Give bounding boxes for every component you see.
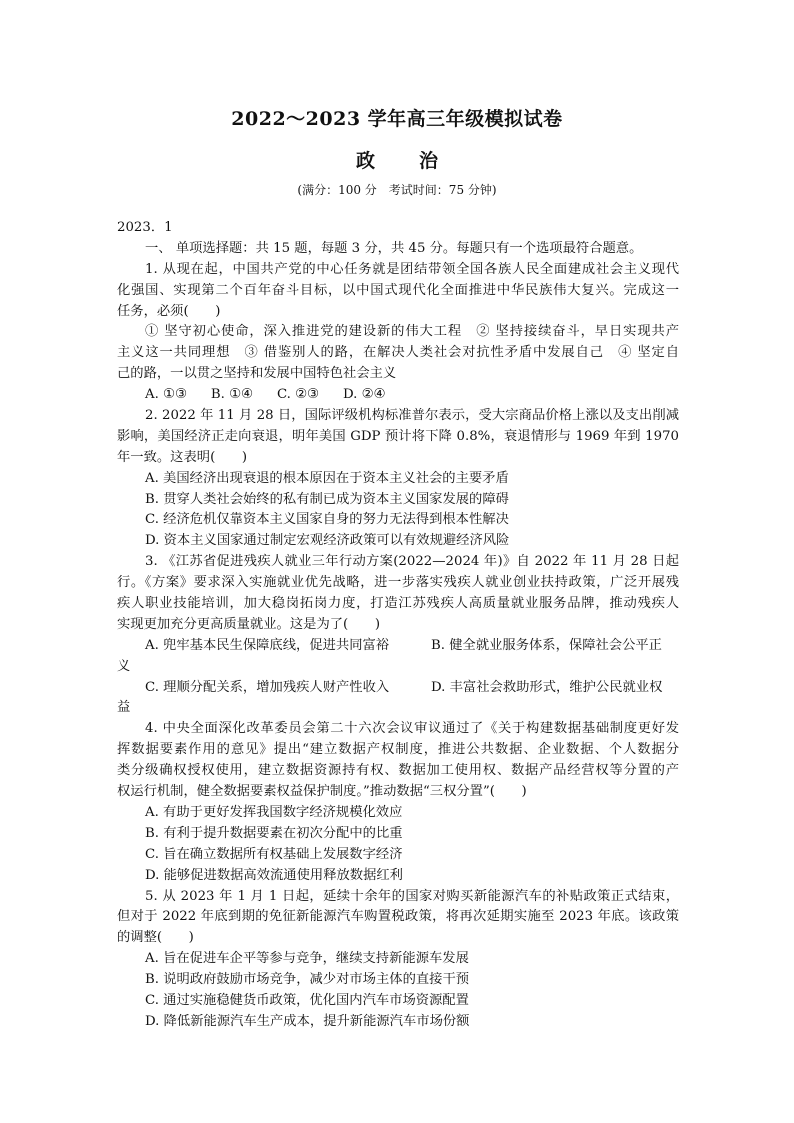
option-a: A. 兜牢基本民生保障底线，促进共同富裕 (145, 637, 390, 653)
exam-title: 2022～2023 学年高三年级模拟试卷 (231, 108, 563, 130)
option-c: C. 理顺分配关系，增加残疾人财产性收入 (145, 679, 390, 695)
option-a: A. 旨在促进车企平等参与竞争，继续支持新能源车发展 (145, 951, 469, 967)
option-b: B. 贯穿人类社会始终的私有制已成为资本主义国家发展的障碍 (145, 491, 509, 507)
question-stem-line: 影响，美国经济正走向衰退，明年美国 GDP 预计将下降 0.8%，衰退情形与 1969 年到 1970 (117, 428, 679, 444)
option-d: D. 能够促进数据高效流通使用释放数据红利 (145, 867, 403, 883)
options-row (117, 678, 679, 699)
question-stem-line: 化强国、实现第二个百年奋斗目标，以中国式现代化全面推进中华民族伟大复兴。完成这一 (117, 282, 679, 298)
option-c: C. 通过实施稳健货币政策，优化国内汽车市场资源配置 (145, 992, 469, 1008)
question-stem-line: 疾人职业技能培训，加大稳岗拓岗力度，打造江苏残疾人高质量就业服务品牌，推动残疾人 (117, 596, 679, 612)
option-d: D. 资本主义国家通过制定宏观经济政策可以有效规避经济风险 (145, 533, 510, 549)
options-row (117, 636, 679, 657)
question-stem-line: 实现更加充分更高质量就业。这是为了( ) (117, 616, 381, 632)
option-c: C. ②③ (276, 387, 319, 403)
question-stem-line: 4. 中央全面深化改革委员会第二十六次会议审议通过了《关于构建数据基础制度更好发 (145, 721, 679, 737)
option-d: D. 丰富社会救助形式，维护公民就业权 (431, 679, 663, 695)
option-a: A. ①③ (145, 387, 187, 403)
question-stem-line: 行。《方案》要求深入实施就业优先战略，进一步落实残疾人就业创业扶持政策，广泛开展残 (117, 575, 679, 591)
option-d: D. 降低新能源汽车生产成本，提升新能源汽车市场份额 (145, 1013, 470, 1029)
option-d-wrap: 益 (117, 700, 131, 716)
question-stem-line: 1. 从现在起，中国共产党的中心任务就是团结带领全国各族人民全面建成社会主义现代 (145, 261, 679, 277)
option-b: B. 说明政府鼓励市场竞争，减少对市场主体的直接干预 (145, 972, 470, 988)
section-heading: 一、 单项选择题：共 15 题，每题 3 分，共 45 分。每题只有一个选项最符合题意。 (145, 240, 643, 256)
question-item-line: 主义这一共同理想 ③ 借鉴别人的路，在解决人类社会对抗性矛盾中发展自己 ④ 坚定自 (117, 345, 679, 361)
question-stem-line: 任务，必须( ) (117, 303, 221, 319)
question-stem-line: 类分级确权授权使用，建立数据资源持有权、数据加工使用权、数据产品经营权等分置的产 (117, 763, 679, 779)
exam-note: (满分：100 分 考试时间：75 分钟) (297, 183, 497, 197)
question-item-line: ① 坚守初心使命，深入推进党的建设新的伟大工程 ② 坚持接续奋斗，早日实现共产 (145, 324, 679, 340)
question-stem-line: 权运行机制，健全数据要素权益保护制度。”推动数据“三权分置”( ) (117, 784, 527, 800)
question-item-line: 己的路，一以贯之坚持和发展中国特色社会主义 (117, 366, 397, 382)
question-4 (117, 719, 679, 886)
option-a: A. 有助于更好发挥我国数字经济规模化效应 (145, 804, 403, 820)
option-d: D. ②④ (342, 387, 386, 403)
question-2 (117, 406, 679, 552)
exam-date: 2023．1 (117, 220, 173, 235)
exam-body (117, 218, 679, 1033)
option-c: C. 旨在确立数据所有权基础上发展数字经济 (145, 846, 403, 862)
option-b: B. 有利于提升数据要素在初次分配中的比重 (145, 825, 403, 841)
question-5 (117, 887, 679, 1033)
question-stem-line: 的调整( ) (117, 930, 194, 946)
question-stem-line: 5. 从 2023 年 1 月 1 日起，延续十余年的国家对购买新能源汽车的补贴政策正式结束， (145, 888, 679, 904)
question-stem-line: 但对于 2022 年底到期的免征新能源汽车购置税政策，将再次延期实施至 2023 年底。该政策 (117, 909, 679, 925)
option-b: B. ①④ (210, 387, 253, 403)
option-b: B. 健全就业服务体系，保障社会公平正 (431, 637, 662, 653)
question-stem-line: 2. 2022 年 11 月 28 日，国际评级机构标准普尔表示，受大宗商品价格上涨以及支出削减 (145, 408, 679, 424)
question-3 (117, 552, 679, 719)
question-stem-line: 年一致。这表明( ) (117, 449, 248, 465)
question-stem-line: 3. 《江苏省促进残疾人就业三年行动方案(2022—2024 年)》自 2022 年 11 月 28 日起 (145, 554, 679, 570)
option-a: A. 美国经济出现衰退的根本原因在于资本主义社会的主要矛盾 (145, 470, 509, 486)
option-c: C. 经济危机仅靠资本主义国家自身的努力无法得到根本性解决 (145, 512, 509, 528)
option-b-wrap: 义 (117, 658, 131, 674)
subject-title: 政治 (355, 150, 482, 172)
question-stem-line: 挥数据要素作用的意见》提出“建立数据产权制度，推进公共数据、企业数据、个人数据分 (117, 742, 679, 758)
question-1 (117, 260, 679, 406)
options-row (117, 385, 679, 406)
